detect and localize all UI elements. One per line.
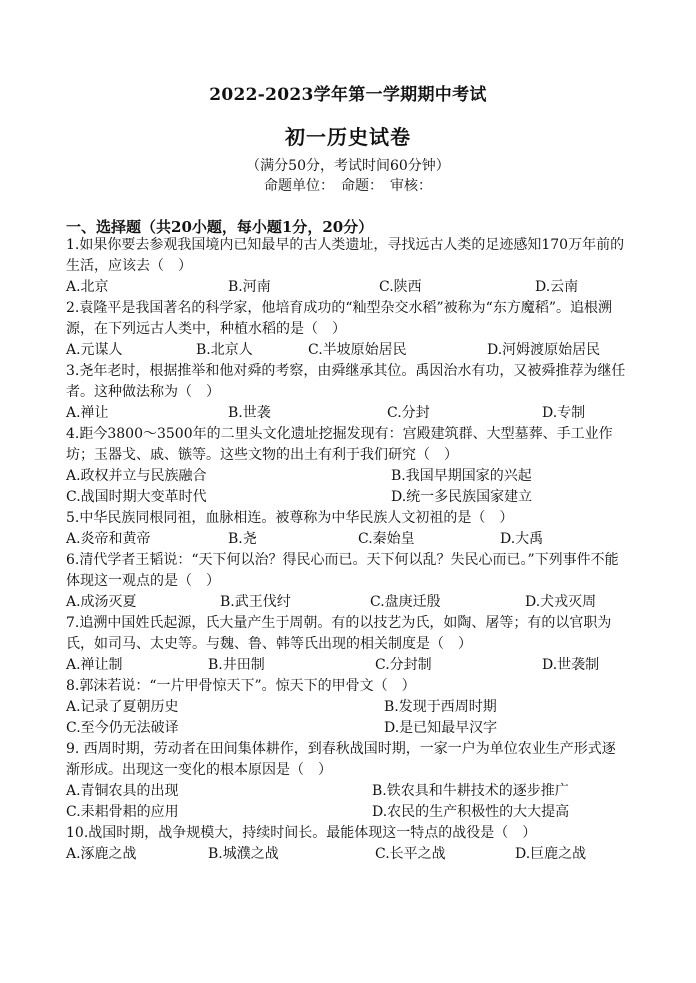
option-b: B.井田制: [208, 657, 265, 673]
option-a: A.元谋人: [66, 342, 123, 358]
question-options: [66, 655, 626, 676]
option-c: C.半坡原始居民: [308, 342, 407, 358]
question-options: [66, 529, 626, 550]
option-d: D.是已知最早汉字: [384, 720, 498, 736]
option-d: D.云南: [535, 279, 579, 295]
option-c: C.盘庚迁殷: [370, 594, 441, 610]
question-options: [66, 487, 626, 508]
question-options: [66, 403, 626, 424]
option-c: C.战国时期大变革时代: [66, 489, 207, 505]
option-c: C.秦始皇: [358, 531, 415, 547]
question-stem: 7.追溯中国姓氏起源，氏大量产生于周朝。有的以技艺为氏，如陶、屠等；有的以官职为氏，如司马、太史等。与魏、鲁、韩等氏出现的相关制度是（ ）: [66, 615, 612, 652]
question-stem: 5.中华民族同根同祖，血脉相连。被尊称为中华民族人文初祖的是（ ）: [66, 510, 514, 526]
option-d: D.犬戎灭周: [525, 594, 597, 610]
option-b: B.河南: [228, 279, 271, 295]
subject-title: 初一历史试卷: [285, 125, 411, 149]
option-c: C.陕西: [379, 279, 422, 295]
question-stem: 8.郭沫若说：“一片甲骨惊天下”。惊天下的甲骨文（ ）: [66, 678, 416, 694]
option-b: B.北京人: [196, 342, 253, 358]
question-options: [66, 844, 626, 865]
question-stem: 1.如果你要去参观我国境内已知最早的古人类遗址，寻找远古人类的足迹感知170万年前的生活，应该去（ ）: [66, 237, 625, 274]
option-d: D.河姆渡原始居民: [487, 342, 601, 358]
option-d: D.统一多民族国家建立: [391, 489, 533, 505]
option-a: A.成汤灭夏: [66, 594, 137, 610]
option-c: C.长平之战: [375, 846, 446, 862]
question-stem: 3.尧年老时，根据推举和他对舜的考察，由舜继承其位。禹因治水有功，又被舜推荐为继任者。这种做法称为（ ）: [66, 363, 626, 400]
option-a: A.禅让制: [66, 657, 123, 673]
question-stem: 6.清代学者王韬说：“天下何以治？得民心而已。天下何以乱？失民心而已。”下列事件不能体现这一观点的是（ ）: [66, 552, 619, 589]
question-options: [66, 718, 626, 739]
option-b: B.我国早期国家的兴起: [391, 468, 532, 484]
option-a: A.涿鹿之战: [66, 846, 137, 862]
question-options: [66, 466, 626, 487]
option-d: D.专制: [542, 405, 586, 421]
option-a: A.记录了夏朝历史: [66, 699, 179, 715]
question-options: [66, 781, 626, 802]
question-options: [66, 802, 626, 823]
option-c: C.至今仍无法破译: [66, 720, 179, 736]
option-c: C.分封制: [375, 657, 432, 673]
option-c: C.耒耜骨耜的应用: [66, 804, 179, 820]
question-options: [66, 277, 626, 298]
exam-title: 2022-2023学年第一学期期中考试: [209, 85, 487, 105]
option-a: A.政权并立与民族融合: [66, 468, 207, 484]
option-b: B.铁农具和牛耕技术的逐步推广: [372, 783, 569, 799]
question-stem: 2.袁隆平是我国著名的科学家，他培育成功的“籼型杂交水稻”被称为“东方魔稻”。追根溯源，在下列远古人类中，种植水稻的是（ ）: [66, 300, 612, 337]
option-b: B.武王伐纣: [220, 594, 291, 610]
option-b: B.世袭: [228, 405, 271, 421]
option-b: B.发现于西周时期: [384, 699, 497, 715]
section-heading: 一、选择题（共20小题，每小题1分，20分）: [66, 218, 374, 236]
question-stem: 10.战国时期，战争规模大，持续时间长。最能体现这一特点的战役是（ ）: [66, 825, 537, 841]
option-a: A.北京: [66, 279, 109, 295]
authorship-line: 命题单位： 命题： 审核：: [264, 178, 432, 194]
option-b: B.尧: [228, 531, 257, 547]
question-options: [66, 697, 626, 718]
question-options: [66, 340, 626, 361]
option-a: A.禅让: [66, 405, 109, 421]
option-d: D.农民的生产积极性的大大提高: [372, 804, 570, 820]
option-a: A.炎帝和黄帝: [66, 531, 151, 547]
question-stem: 4.距今3800～3500年的二里头文化遗址挖掘发现有：宫殿建筑群、大型墓葬、手工业作坊；玉器戈、戚、镞等。这些文物的出土有利于我们研究（ ）: [66, 426, 613, 463]
option-a: A.青铜农具的出现: [66, 783, 179, 799]
question-stem: 9. 西周时期，劳动者在田间集体耕作，到春秋战国时期，一家一户为单位农业生产形式逐渐形成。出现这一变化的根本原因是（ ）: [66, 741, 616, 778]
option-d: D.巨鹿之战: [515, 846, 587, 862]
option-b: B.城濮之战: [208, 846, 279, 862]
option-d: D.大禹: [500, 531, 544, 547]
question-options: [66, 592, 626, 613]
option-d: D.世袭制: [542, 657, 600, 673]
exam-info: （满分50分，考试时间60分钟）: [246, 158, 450, 174]
option-c: C.分封: [387, 405, 430, 421]
